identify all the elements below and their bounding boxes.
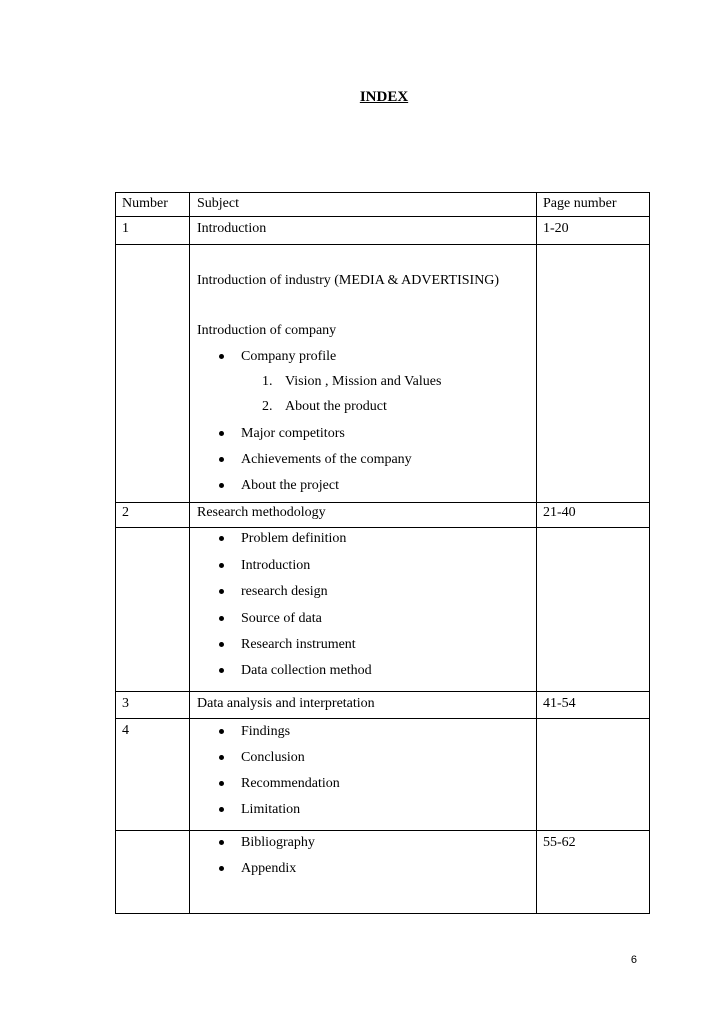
row-page-range: 21-40 (543, 505, 576, 520)
row-subject: Research methodology (197, 505, 326, 520)
row-number: 4 (122, 723, 129, 738)
table-border (115, 192, 116, 914)
row-subject: Data analysis and interpretation (197, 696, 375, 711)
list-item: About the product (285, 399, 387, 414)
bullet-icon (219, 536, 224, 541)
list-item: Problem definition (241, 531, 347, 546)
list-item: Introduction of company (197, 323, 337, 338)
list-item: Achievements of the company (241, 452, 412, 467)
table-border (115, 527, 650, 528)
list-item: Data collection method (241, 663, 372, 678)
table-border (115, 216, 650, 217)
bullet-icon (219, 729, 224, 734)
table-border (115, 244, 650, 245)
table-border (115, 830, 650, 831)
list-item: Major competitors (241, 426, 345, 441)
bullet-icon (219, 483, 224, 488)
table-border (115, 192, 650, 193)
table-border (536, 192, 537, 914)
table-border (649, 192, 650, 914)
bullet-icon (219, 589, 224, 594)
bullet-icon (219, 642, 224, 647)
list-item: research design (241, 584, 328, 599)
table-border (115, 502, 650, 503)
bullet-icon (219, 840, 224, 845)
list-item: Vision , Mission and Values (285, 374, 442, 389)
bullet-icon (219, 616, 224, 621)
row-subject: Introduction (197, 221, 267, 236)
table-border (115, 691, 650, 692)
row-number: 2 (122, 505, 129, 520)
bullet-icon (219, 668, 224, 673)
bullet-icon (219, 457, 224, 462)
list-item: Conclusion (241, 750, 305, 765)
list-item: Source of data (241, 611, 322, 626)
list-item: Introduction (241, 558, 311, 573)
list-item: Limitation (241, 802, 301, 817)
row-page-range: 41-54 (543, 696, 576, 711)
list-item: Findings (241, 724, 291, 739)
table-border (115, 718, 650, 719)
list-item: Bibliography (241, 835, 315, 850)
table-border (115, 913, 650, 914)
list-item: Research instrument (241, 637, 356, 652)
bullet-icon (219, 807, 224, 812)
index-table (115, 192, 650, 914)
row-page-range: 55-62 (543, 835, 576, 850)
list-item: Recommendation (241, 776, 340, 791)
header-subject: Subject (197, 196, 239, 211)
page-number: 6 (630, 954, 637, 966)
list-item: Company profile (241, 349, 337, 364)
list-item: Appendix (241, 861, 297, 876)
table-border (189, 192, 190, 914)
bullet-icon (219, 431, 224, 436)
list-number: 2. (262, 399, 273, 414)
row-number: 1 (122, 221, 129, 236)
list-number: 1. (262, 374, 273, 389)
bullet-icon (219, 563, 224, 568)
list-item: Introduction of industry (MEDIA & ADVERTISING) (197, 273, 500, 288)
list-item: About the project (241, 478, 339, 493)
bullet-icon (219, 781, 224, 786)
row-page-range: 1-20 (543, 221, 569, 236)
header-number: Number (122, 196, 168, 211)
bullet-icon (219, 354, 224, 359)
header-page-number: Page number (543, 196, 617, 211)
bullet-icon (219, 866, 224, 871)
bullet-icon (219, 755, 224, 760)
row-number: 3 (122, 696, 129, 711)
page-title: INDEX (359, 89, 409, 105)
